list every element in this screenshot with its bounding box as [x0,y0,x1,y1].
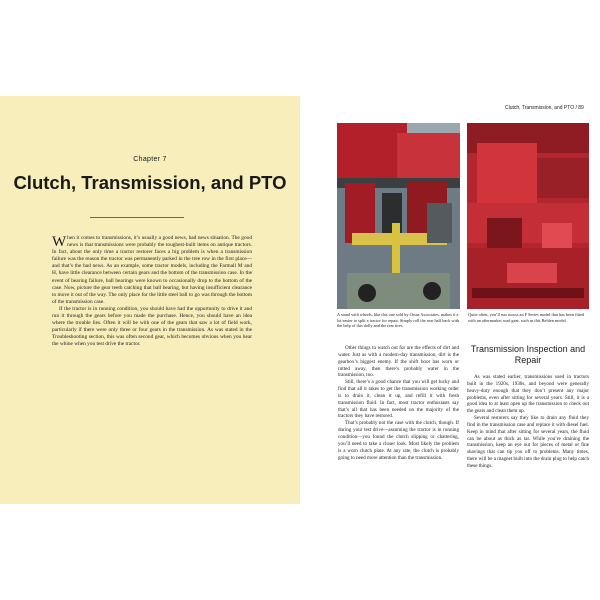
body-paragraph: As was stated earlier, transmissions used in tractors built in the 1920s, 1930s, and beyond were generally heavy-duty enough that they don’t present any major problems, even after sitting for several years. Still, it is a good idea to at least open up the transmission to check out the gears and clean them up. [467,374,589,415]
photo-caption: A stand with wheels, like this one sold by Orsaz Associates, makes it a lot easier to split a tractor for repair. Simply roll the rear half back with the help of this dolly and the rear tires. [337,312,460,329]
photo-caption: Quite often, you’ll run across an F Series model that has been fitted with an aftermarket road gear, such as this Behlen model. [468,312,585,323]
text-column-2 [467,374,589,470]
left-page [0,96,300,504]
body-paragraph: Still, there’s a good chance that you will get lucky and find that all it takes to get the transmission working order is to drain it, clean it up, and refill it with fresh transmission fluid. In fact, most tractor enthusiasts say that’s all that has been needed on the majority of the tractors they have restored. [338,379,459,420]
chapter-label: Chapter 7 [133,156,167,163]
body-paragraph: Other things to watch out for are the effects of dirt and water. Just as with a modern-day transmission, dirt is the gearbox’s biggest enemy. If the shift boot has worn or rotted away, then there’s probably water in the transmission, too. [338,345,459,379]
section-heading: Transmission Inspection and Repair [470,344,586,365]
chapter-body [52,235,252,349]
title-divider [90,217,184,218]
body-paragraph: Several restorers say they like to drain any fluid they find in the transmission case and replace it with diesel fuel. Keep in mind that after sitting for several years, the fluid can be about as thick as tar. While you’re draining the transmission, keep an eye out for pieces of metal or fine shavings that can tip you off to problems. Many times, there will be a magnet built into the drain plug to help catch these things. [467,415,589,469]
chapter-title: Clutch, Transmission, and PTO [13,172,287,193]
photo-tractor-split-stand [337,123,460,309]
running-header: Clutch, Transmission, and PTO / 89 [505,105,584,111]
text-column-1 [338,345,459,461]
body-paragraph: If the tractor is in running condition, you should have had the opportunity to drive it and run it through the gears before you made the purchase. Hence, you should have an idea where the trouble lies. Often it will be with one of the gears that saw a lot of field work, particularly if there were only three or four gears in the transmission. As was stated in the Troubleshooting section, this was often second gear, which becomes obvious when you hear the whine when you test drive the tractor. [52,305,252,348]
photo-aftermarket-road-gear [467,123,589,309]
body-paragraph: When it comes to transmissions, it’s usually a good news, bad news situation. The good news is that transmissions were probably the toughest-built items on antique tractors. In fact, about the only time a tractor restorer faces a big problem is when a transmission failure was the reason the tractor was permanently parked in the tree row in the first place—and that’s the bad news. As an example, some tractor models, including the Farmall M and H, have little clearance between certain gears and the bottom of the transmission case. In the event of bearing failure, ball bearings were known to occasionally drop to the bottom of the case. Now, picture the gear teeth catching that ball bearing, but having insufficient clearance to move it out of the way. The only place for the little steel ball to go was through the bottom of the transmission case. [52,234,252,305]
drop-cap: W [52,234,67,250]
body-paragraph: That’s probably not the case with the clutch, though. If during your test drive—assuming the tractor is in running condition—you found the clutch slipping or chattering, you’ll need to take a closer look. Most likely the problem is a worn clutch plate. At any rate, the clutch is probably going to need more attention than the transmission. [338,420,459,461]
